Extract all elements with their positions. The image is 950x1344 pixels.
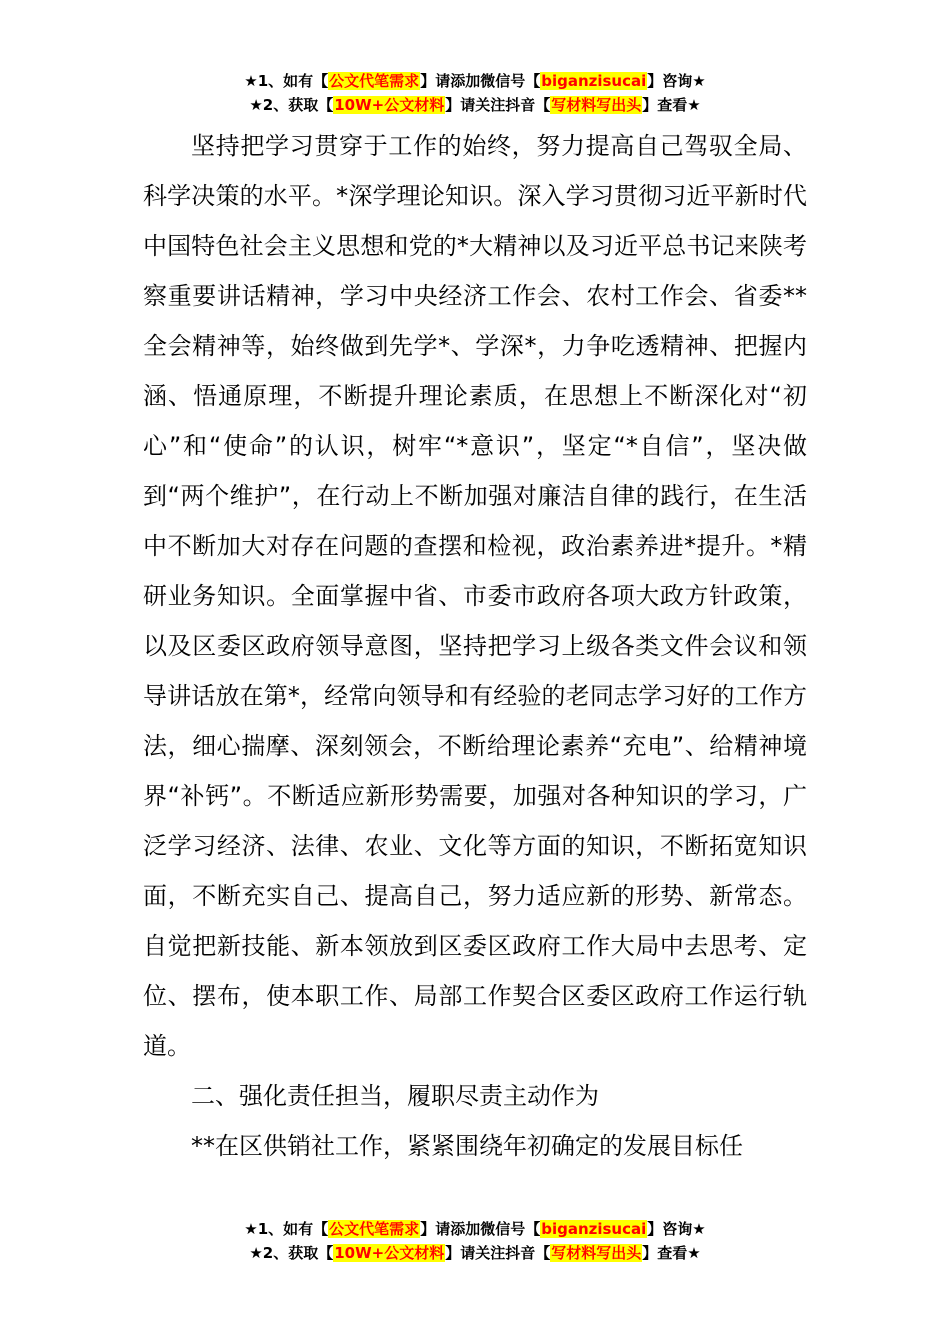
banner-1-highlight-wechat: biganzisucai	[541, 72, 647, 90]
footer-2-highlight-douyin: 写材料写出头	[551, 1244, 642, 1262]
banner-1-highlight-service: 公文代笔需求	[329, 72, 420, 90]
banner-1-prefix: ★1、如有【	[244, 72, 329, 90]
footer-2-middle: 】请关注抖音【	[445, 1244, 551, 1262]
paragraph-study: 坚持把学习贯穿于工作的始终，努力提高自己驾驭全局、科学决策的水平。*深学理论知识。深入学习贯彻习近平新时代中国特色社会主义思想和党的*大精神以及习近平总书记来陕考察重要讲话精神，学习中央经济工作会、农村工作会、省委**全会精神等，始终做到先学*、学深*，力争吃透精神、把握内涵、悟通原理，不断提升理论素质，在思想上不断深化对“初心”和“使命”的认识，树牢“*意识”，坚定“*自信”，坚决做到“两个维护”，在行动上不断加强对廉洁自律的践行，在生活中不断加大对存在问题的查摆和检视，政治素养进*提升。*精研业务知识。全面掌握中省、市委市政府各项大政方针政策，以及区委区政府领导意图，坚持把学习上级各类文件会议和领导讲话放在第*，经常向领导和有经验的老同志学习好的工作方法，细心揣摩、深刻领会，不断给理论素养“充电”、给精神境界“补钙”。不断适应新形势需要，加强对各种知识的学习，广泛学习经济、法律、农业、文化等方面的知识，不断拓宽知识面，不断充实自己、提高自己，努力适应新的形势、新常态。自觉把新技能、新本领放到区委区政府工作大局中去思考、定位、摆布，使本职工作、局部工作契合区委区政府工作运行轨道。	[143, 132, 807, 1060]
footer-1-suffix: 】咨询★	[647, 1220, 706, 1238]
banner-line-1	[0, 70, 950, 94]
footer-2-suffix: 】查看★	[642, 1244, 701, 1262]
footer-banner-line-1	[0, 1218, 950, 1242]
banner-2-highlight-materials: 10W+公文材料	[334, 96, 445, 114]
footer-2-prefix: ★2、获取【	[249, 1244, 334, 1262]
header-banner	[0, 70, 950, 118]
footer-1-prefix: ★1、如有【	[244, 1220, 329, 1238]
banner-2-suffix: 】查看★	[642, 96, 701, 114]
section-heading-2: 二、强化责任担当，履职尽责主动作为	[191, 1082, 599, 1110]
banner-1-suffix: 】咨询★	[647, 72, 706, 90]
document-body	[143, 121, 807, 1171]
banner-line-2	[0, 94, 950, 118]
footer-2-highlight-materials: 10W+公文材料	[334, 1244, 445, 1262]
banner-2-prefix: ★2、获取【	[249, 96, 334, 114]
banner-1-middle: 】请添加微信号【	[420, 72, 541, 90]
footer-1-highlight-wechat: biganzisucai	[541, 1220, 647, 1238]
footer-1-middle: 】请添加微信号【	[420, 1220, 541, 1238]
footer-banner-line-2	[0, 1242, 950, 1266]
banner-2-highlight-douyin: 写材料写出头	[551, 96, 642, 114]
footer-1-highlight-service: 公文代笔需求	[329, 1220, 420, 1238]
footer-banner	[0, 1218, 950, 1266]
banner-2-middle: 】请关注抖音【	[445, 96, 551, 114]
paragraph-responsibility: **在区供销社工作，紧紧围绕年初确定的发展目标任	[191, 1132, 743, 1160]
